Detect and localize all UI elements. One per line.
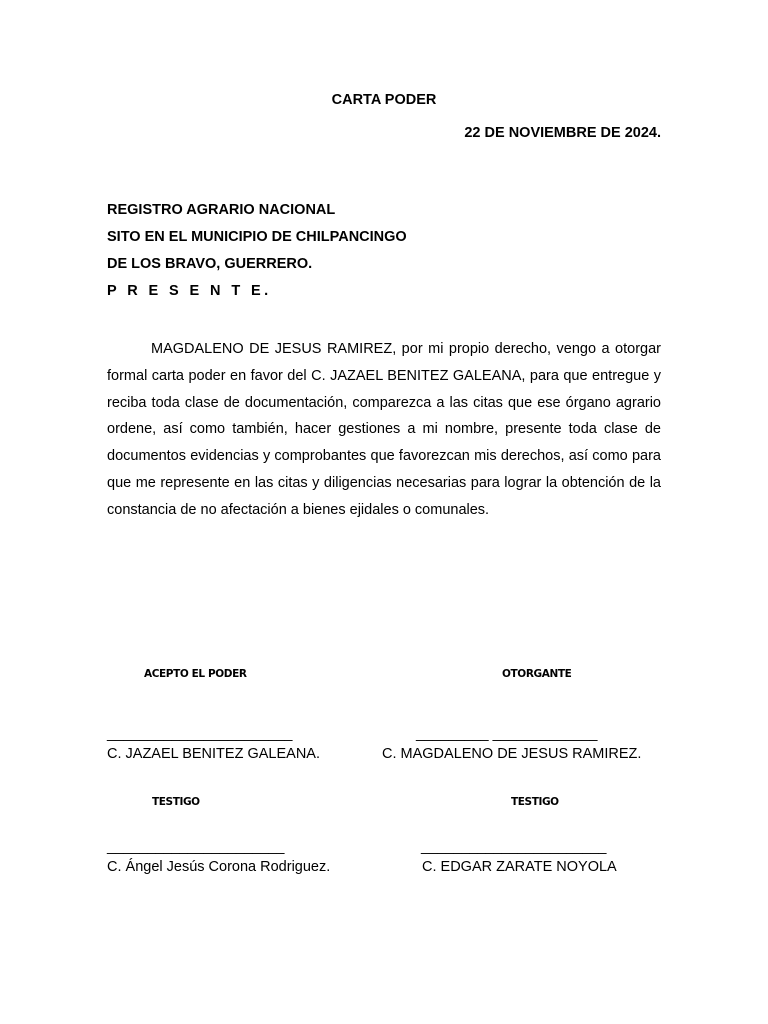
grantor-name: C. MAGDALENO DE JESUS RAMIREZ.	[382, 746, 642, 762]
grantor-signature-line: _________ _____________	[416, 726, 598, 742]
accept-signature-line: _______________________	[107, 726, 293, 742]
witness2-signature-line: _______________________	[421, 839, 607, 855]
addressee-line-1: REGISTRO AGRARIO NACIONAL	[107, 202, 336, 218]
document-title: CARTA PODER	[331, 92, 437, 108]
body-paragraph: MAGDALENO DE JESUS RAMIREZ, por mi propio derecho, vengo a otorgar formal carta poder en favor del C. JAZAEL BENITEZ GALEANA, para que entregue y reciba toda clase de documentación, comparezca a las citas que ese órgano agrario ordene, así como también, hacer gestiones a mi nombre, presente toda clase de documentos evidencias y comprobantes que favorezcan mis derechos, así como para que me represente en las citas y diligencias necesarias para lograr la obtención de la constancia de no afectación a bienes ejidales o comunales.	[107, 341, 661, 518]
witness1-name: C. Ángel Jesús Corona Rodriguez.	[107, 859, 331, 875]
grantor-label: OTORGANTE	[502, 668, 572, 680]
addressee-line-3: DE LOS BRAVO, GUERRERO.	[107, 256, 313, 272]
accept-name: C. JAZAEL BENITEZ GALEANA.	[107, 746, 320, 762]
witness2-label: TESTIGO	[511, 796, 559, 808]
addressee-block	[107, 197, 407, 305]
accept-label: ACEPTO EL PODER	[144, 668, 247, 680]
addressee-line-2: SITO EN EL MUNICIPIO DE CHILPANCINGO	[107, 229, 407, 245]
witness1-label: TESTIGO	[152, 796, 200, 808]
witness2-name: C. EDGAR ZARATE NOYOLA	[422, 859, 617, 875]
addressee-line-4: P R E S E N T E.	[107, 283, 272, 299]
witness1-signature-line: ______________________	[107, 839, 285, 855]
document-date: 22 DE NOVIEMBRE DE 2024.	[464, 125, 661, 141]
